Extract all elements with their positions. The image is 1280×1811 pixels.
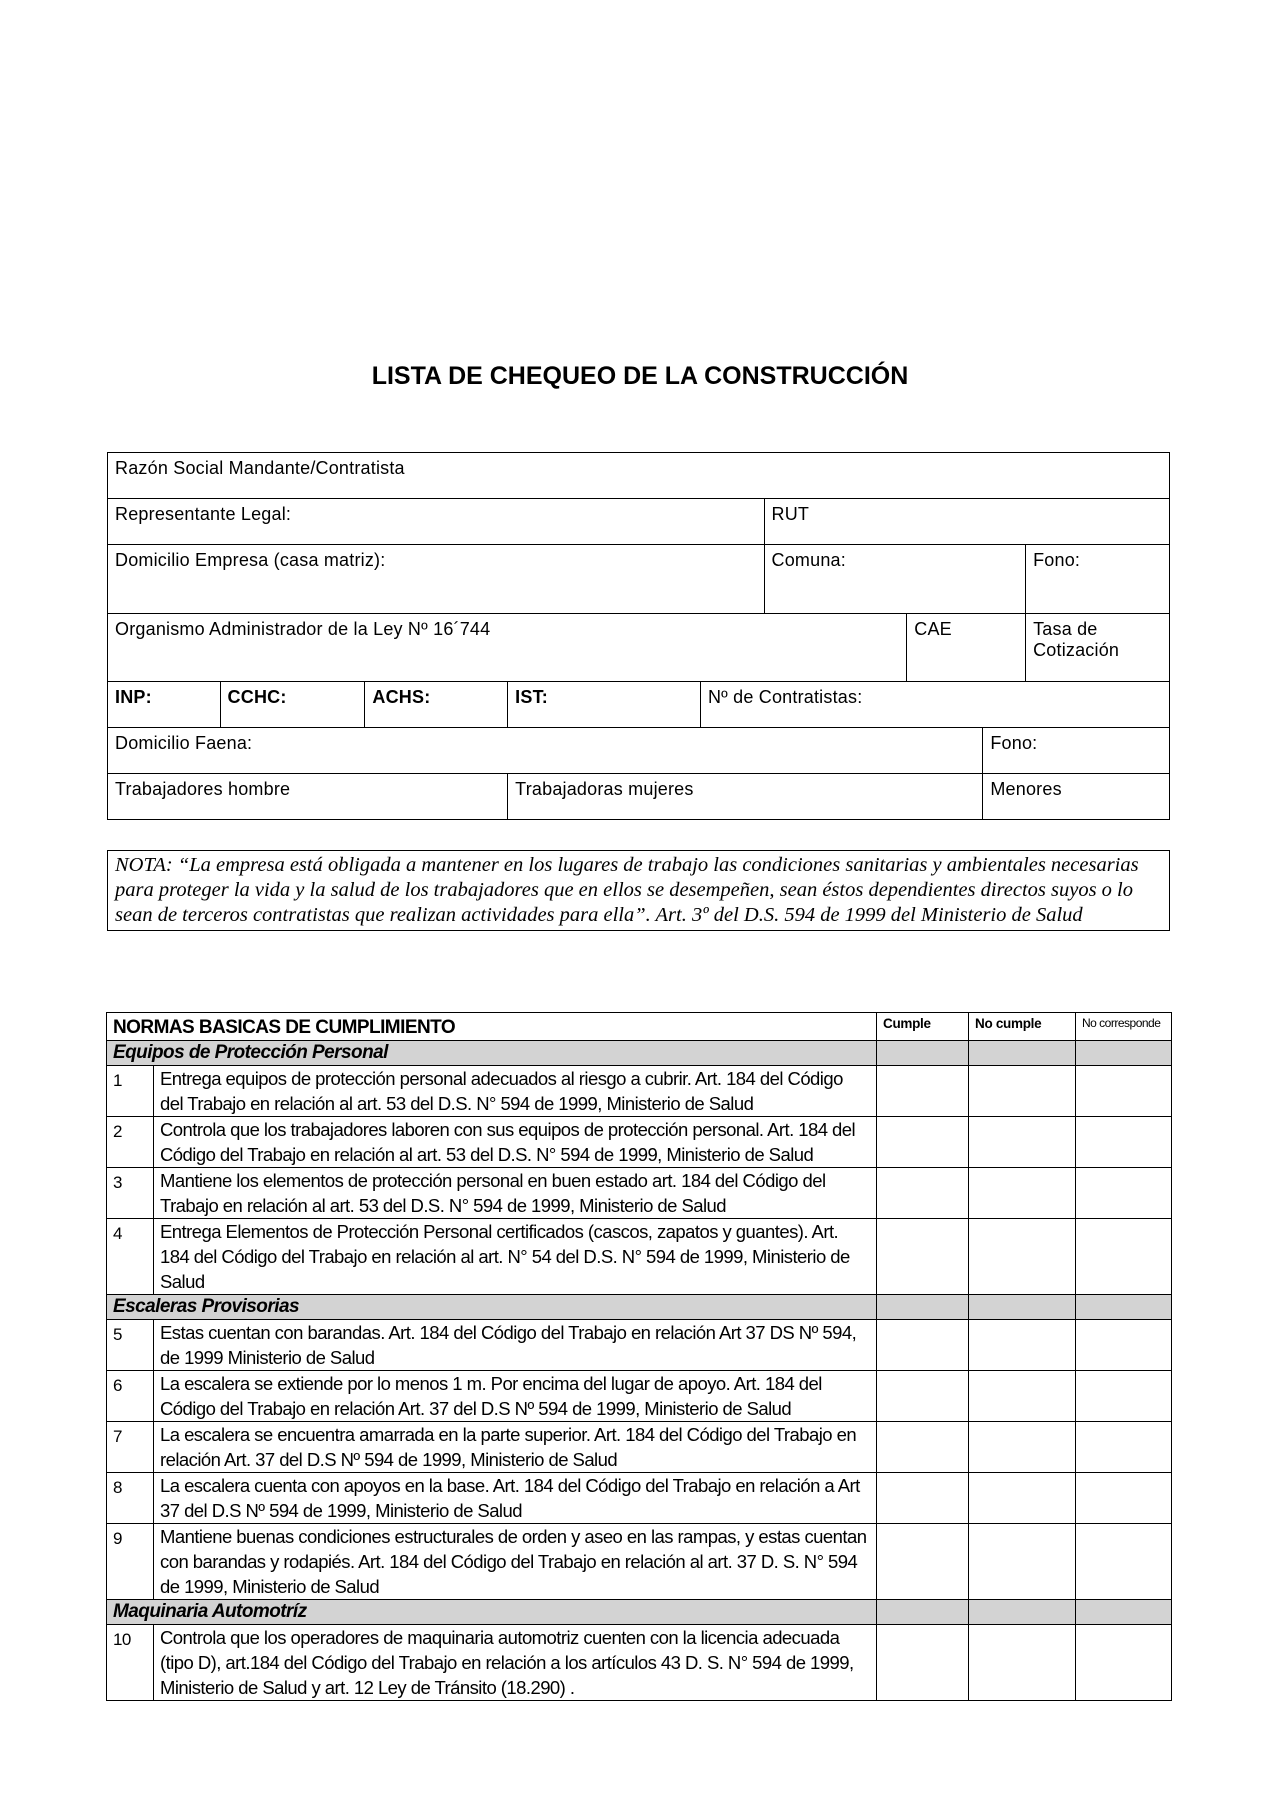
item-number: 6	[107, 1371, 154, 1422]
section-row	[107, 1600, 1172, 1625]
item-text: La escalera se encuentra amarrada en la parte superior. Art. 184 del Código del Trabajo en relación Art. 37 del D.S Nº 594 de 1999, Ministerio de Salud	[154, 1422, 877, 1473]
no-cumple-cell[interactable]	[969, 1422, 1076, 1473]
item-number: 7	[107, 1422, 154, 1473]
section-blank-cell	[969, 1041, 1076, 1066]
item-text: Controla que los trabajadores laboren con sus equipos de protección personal. Art. 184 del Código del Trabajo en relación al art. 53 del D.S. N° 594 de 1999, Ministerio de Salud	[154, 1117, 877, 1168]
representante-legal-field[interactable]: Representante Legal:	[108, 499, 765, 545]
section-title: Maquinaria Automotríz	[107, 1600, 877, 1625]
comuna-field[interactable]: Comuna:	[764, 545, 1026, 614]
no-cumple-cell[interactable]	[969, 1320, 1076, 1371]
section-blank-cell	[877, 1041, 969, 1066]
page-title: LISTA DE CHEQUEO DE LA CONSTRUCCIÓN	[371, 362, 909, 390]
domicilio-empresa-field[interactable]: Domicilio Empresa (casa matriz):	[108, 545, 765, 614]
item-text: La escalera cuenta con apoyos en la base. Art. 184 del Código del Trabajo en relación a Art 37 del D.S Nº 594 de 1999, Ministerio de Salud	[154, 1473, 877, 1524]
item-number: 5	[107, 1320, 154, 1371]
fono-empresa-field[interactable]: Fono:	[1026, 545, 1170, 614]
razon-social-field[interactable]: Razón Social Mandante/Contratista	[108, 453, 1170, 499]
no-cumple-cell[interactable]	[969, 1625, 1076, 1701]
trabajadores-hombre-field[interactable]: Trabajadores hombre	[108, 774, 508, 820]
no-cumple-cell[interactable]	[969, 1524, 1076, 1600]
checklist-header: NORMAS BASICAS DE CUMPLIMIENTO	[107, 1013, 877, 1041]
cumple-cell[interactable]	[877, 1117, 969, 1168]
table-row	[107, 1371, 1172, 1422]
no-cumple-cell[interactable]	[969, 1117, 1076, 1168]
no-corresponde-cell[interactable]	[1076, 1625, 1172, 1701]
inp-field[interactable]: INP:	[108, 682, 221, 728]
cumple-cell[interactable]	[877, 1168, 969, 1219]
item-text: Controla que los operadores de maquinaria automotriz cuenten con la licencia adecuada (tipo D), art.184 del Código del Trabajo en relación a los artículos 43 D. S. N° 594 de 1999, Ministerio de Salud y art. 12 Ley de Tránsito (18.290) .	[154, 1625, 877, 1701]
no-cumple-cell[interactable]	[969, 1066, 1076, 1117]
item-text: La escalera se extiende por lo menos 1 m. Por encima del lugar de apoyo. Art. 184 del Código del Trabajo en relación Art. 37 del D.S Nº 594 de 1999, Ministerio de Salud	[154, 1371, 877, 1422]
no-corresponde-cell[interactable]	[1076, 1320, 1172, 1371]
rut-field[interactable]: RUT	[764, 499, 1169, 545]
cchc-field[interactable]: CCHC:	[220, 682, 365, 728]
item-text: Estas cuentan con barandas. Art. 184 del Código del Trabajo en relación Art 37 DS Nº 594, de 1999 Ministerio de Salud	[154, 1320, 877, 1371]
company-info-form	[107, 452, 1170, 820]
cumple-cell[interactable]	[877, 1625, 969, 1701]
section-blank-cell	[1076, 1041, 1172, 1066]
col-no-corresponde: No corresponde	[1076, 1013, 1172, 1041]
table-row	[107, 1219, 1172, 1295]
item-text: Mantiene buenas condiciones estructurales de orden y aseo en las rampas, y estas cuentan con barandas y rodapiés. Art. 184 del Código del Trabajo en relación al art. 37 D. S. N° 594 de 1999, Ministerio de Salud	[154, 1524, 877, 1600]
table-row	[107, 1066, 1172, 1117]
item-number: 4	[107, 1219, 154, 1295]
organismo-administrador-field[interactable]: Organismo Administrador de la Ley Nº 16´744	[108, 614, 907, 682]
item-text: Mantiene los elementos de protección personal en buen estado art. 184 del Código del Trabajo en relación al art. 53 del D.S. N° 594 de 1999, Ministerio de Salud	[154, 1168, 877, 1219]
checklist-table	[106, 1012, 1172, 1701]
no-corresponde-cell[interactable]	[1076, 1219, 1172, 1295]
item-number: 1	[107, 1066, 154, 1117]
cumple-cell[interactable]	[877, 1422, 969, 1473]
no-corresponde-cell[interactable]	[1076, 1371, 1172, 1422]
trabajadoras-mujeres-field[interactable]: Trabajadoras mujeres	[508, 774, 983, 820]
no-cumple-cell[interactable]	[969, 1371, 1076, 1422]
no-cumple-cell[interactable]	[969, 1473, 1076, 1524]
no-corresponde-cell[interactable]	[1076, 1117, 1172, 1168]
section-title: Escaleras Provisorias	[107, 1295, 877, 1320]
cumple-cell[interactable]	[877, 1320, 969, 1371]
section-title: Equipos de Protección Personal	[107, 1041, 877, 1066]
no-cumple-cell[interactable]	[969, 1219, 1076, 1295]
no-corresponde-cell[interactable]	[1076, 1168, 1172, 1219]
section-blank-cell	[877, 1600, 969, 1625]
cumple-cell[interactable]	[877, 1524, 969, 1600]
item-number: 3	[107, 1168, 154, 1219]
menores-field[interactable]: Menores	[983, 774, 1170, 820]
achs-field[interactable]: ACHS:	[365, 682, 508, 728]
no-corresponde-cell[interactable]	[1076, 1422, 1172, 1473]
item-number: 10	[107, 1625, 154, 1701]
table-row	[107, 1625, 1172, 1701]
table-row	[107, 1320, 1172, 1371]
table-row	[107, 1473, 1172, 1524]
item-text: Entrega Elementos de Protección Personal certificados (cascos, zapatos y guantes). Art. 184 del Código del Trabajo en relación al art. N° 54 del D.S. N° 594 de 1999, Ministerio de Salud	[154, 1219, 877, 1295]
no-corresponde-cell[interactable]	[1076, 1524, 1172, 1600]
item-number: 8	[107, 1473, 154, 1524]
col-cumple: Cumple	[877, 1013, 969, 1041]
table-row	[107, 1168, 1172, 1219]
num-contratistas-field[interactable]: Nº de Contratistas:	[700, 682, 1169, 728]
table-row	[107, 1117, 1172, 1168]
item-number: 9	[107, 1524, 154, 1600]
section-row	[107, 1295, 1172, 1320]
no-corresponde-cell[interactable]	[1076, 1066, 1172, 1117]
cumple-cell[interactable]	[877, 1219, 969, 1295]
section-blank-cell	[969, 1295, 1076, 1320]
cumple-cell[interactable]	[877, 1371, 969, 1422]
no-cumple-cell[interactable]	[969, 1168, 1076, 1219]
nota-box: NOTA: “La empresa está obligada a mantener en los lugares de trabajo las condiciones sanitarias y ambientales necesarias para proteger la vida y la salud de los trabajadores que en ellos se desempeñen, sean éstos dependientes directos suyos o lo sean de terceros contratistas que realizan actividades para ella”. Art. 3º del D.S. 594 de 1999 del Ministerio de Salud	[107, 850, 1170, 931]
item-number: 2	[107, 1117, 154, 1168]
item-text: Entrega equipos de protección personal adecuados al riesgo a cubrir. Art. 184 del Código del Trabajo en relación al art. 53 del D.S. N° 594 de 1999, Ministerio de Salud	[154, 1066, 877, 1117]
section-blank-cell	[877, 1295, 969, 1320]
cumple-cell[interactable]	[877, 1473, 969, 1524]
section-blank-cell	[969, 1600, 1076, 1625]
section-blank-cell	[1076, 1600, 1172, 1625]
section-row	[107, 1041, 1172, 1066]
table-row	[107, 1524, 1172, 1600]
domicilio-faena-field[interactable]: Domicilio Faena:	[108, 728, 983, 774]
section-blank-cell	[1076, 1295, 1172, 1320]
col-no-cumple: No cumple	[969, 1013, 1076, 1041]
fono-faena-field[interactable]: Fono:	[983, 728, 1170, 774]
ist-field[interactable]: IST:	[508, 682, 701, 728]
table-row	[107, 1422, 1172, 1473]
tasa-cotizacion-field[interactable]: Tasa de Cotización	[1026, 614, 1170, 682]
no-corresponde-cell[interactable]	[1076, 1473, 1172, 1524]
cae-field[interactable]: CAE	[907, 614, 1026, 682]
cumple-cell[interactable]	[877, 1066, 969, 1117]
